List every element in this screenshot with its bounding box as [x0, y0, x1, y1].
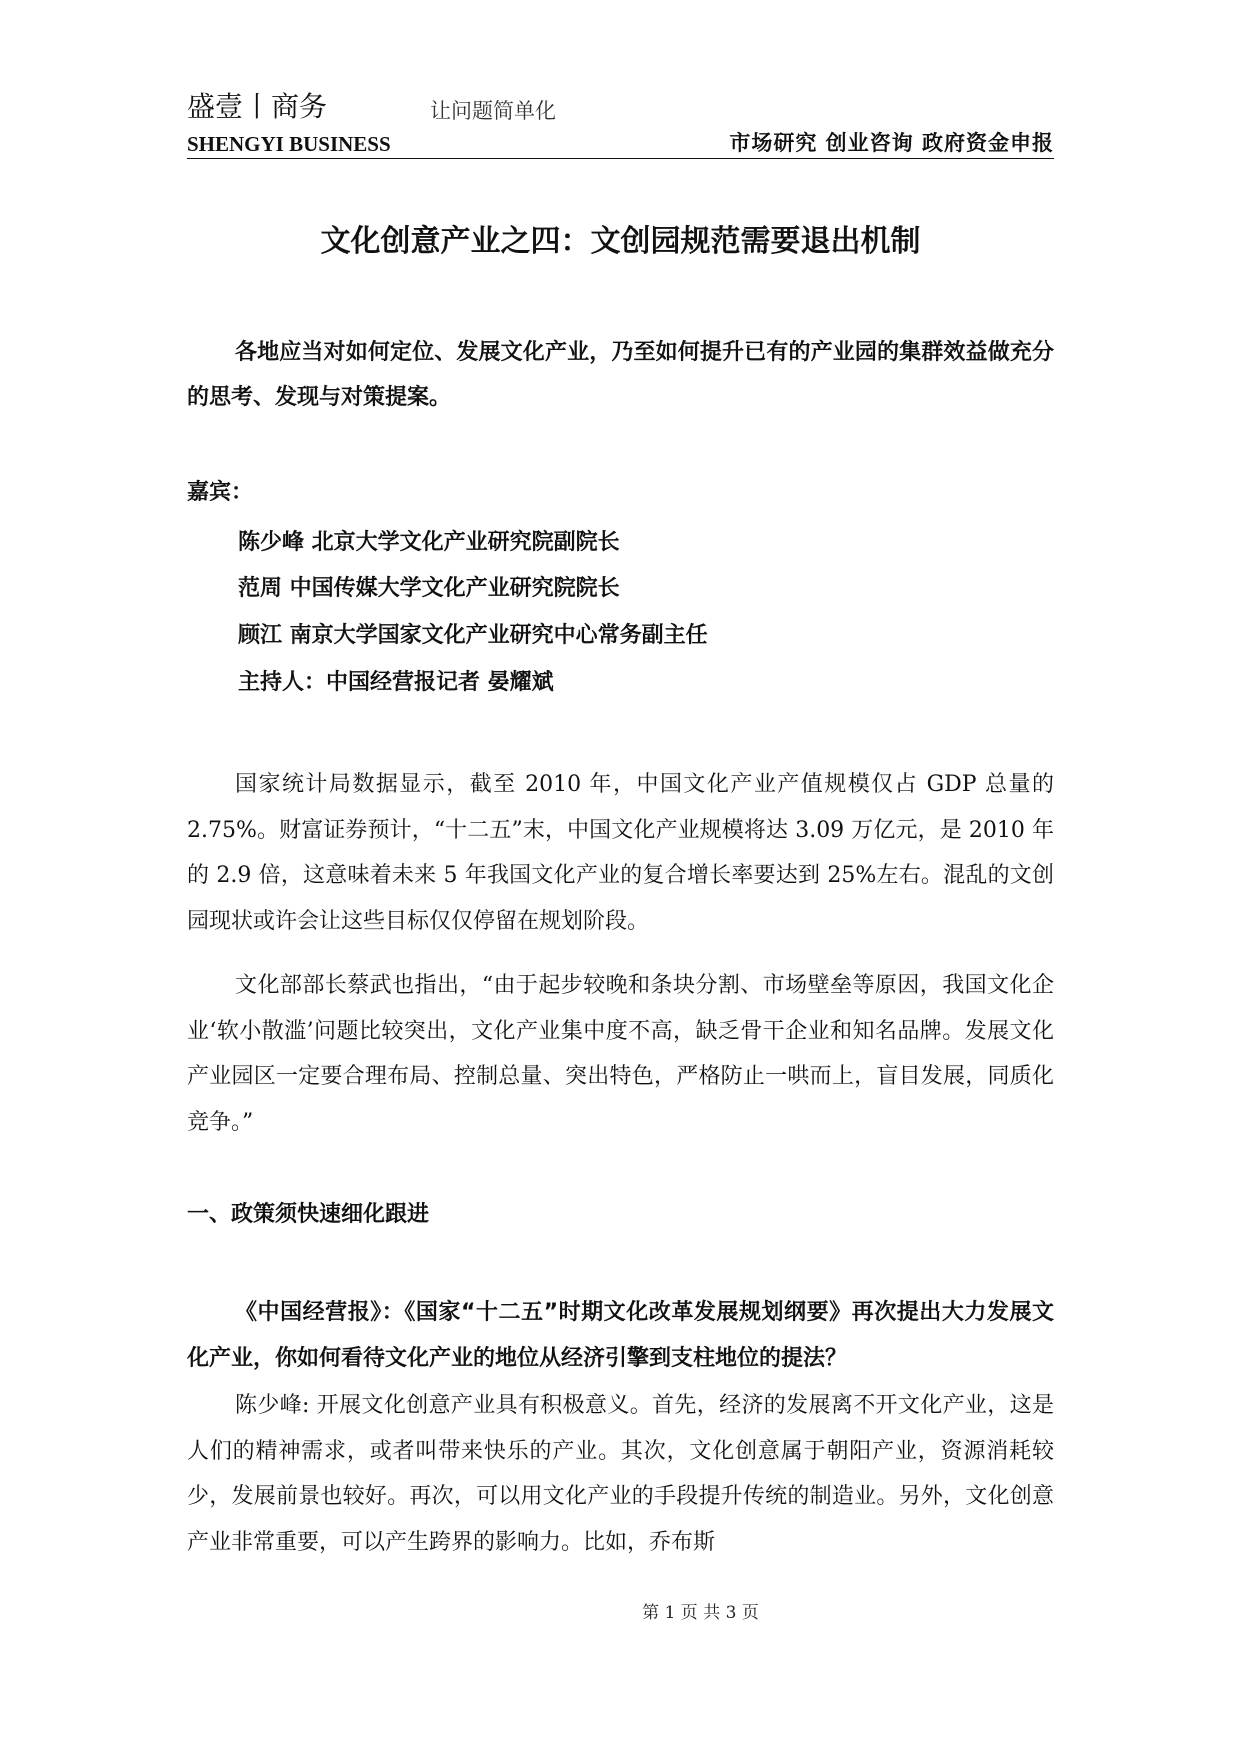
body-paragraph: 国家统计局数据显示，截至 2010 年，中国文化产业产值规模仅占 GDP 总量的 2.75%。财富证券预计，“十二五”末，中国文化产业规模将达 3.09 万亿元，是 2010 年的 2.9 倍，这意味着未来 5 年我国文化产业的复合增长率要达到 25%左右。混乱的文创园现状或许会让这些目标仅仅停留在规划阶段。: [187, 772, 1054, 934]
header-divider: [187, 158, 1054, 159]
interview-question: 《中国经营报》：《国家“十二五”时期文化改革发展规划纲要》再次提出大力发展文化产业，你如何看待文化产业的地位从经济引擎到支柱地位的提法？: [187, 1300, 1054, 1371]
article-title: 文化创意产业之四：文创园规范需要退出机制: [320, 224, 921, 259]
brand-logo-text: 盛壹丨商务: [187, 90, 328, 123]
brand-english-name: SHENGYI BUSINESS: [187, 132, 391, 156]
article-lead: 各地应当对如何定位、发展文化产业，乃至如何提升已有的产业园的集群效益做充分的思考、发现与对策提案。: [187, 339, 1054, 410]
guest-item: 陈少峰 北京大学文化产业研究院副院长: [238, 530, 620, 555]
header-services: 市场研究 创业咨询 政府资金申报: [729, 130, 1054, 155]
guests-label: 嘉宾：: [187, 480, 254, 505]
page-number: 第 1 页 共 3 页: [642, 1603, 759, 1623]
host-item: 主持人：中国经营报记者 晏耀斌: [238, 670, 554, 695]
interview-answer: 陈少峰: 开展文化创意产业具有积极意义。首先，经济的发展离不开文化产业，这是人们的精神需求，或者叫带来快乐的产业。其次，文化创意属于朝阳产业，资源消耗较少，发展前景也较好。再次，可以用文化产业的手段提升传统的制造业。另外，文化创意产业非常重要，可以产生跨界的影响力。比如，乔布斯: [187, 1393, 1054, 1555]
guest-item: 范周 中国传媒大学文化产业研究院院长: [238, 576, 620, 601]
body-paragraph: 文化部部长蔡武也指出，“由于起步较晚和条块分割、市场壁垒等原因，我国文化企业‘软小散滥’问题比较突出，文化产业集中度不高，缺乏骨干企业和知名品牌。发展文化产业园区一定要合理布局、控制总量、突出特色，严格防止一哄而上，盲目发展，同质化竞争。”: [187, 973, 1054, 1135]
section-heading: 一、政策须快速细化跟进: [187, 1202, 430, 1227]
brand-slogan: 让问题简单化: [430, 99, 556, 123]
guest-item: 顾江 南京大学国家文化产业研究中心常务副主任: [238, 623, 708, 648]
